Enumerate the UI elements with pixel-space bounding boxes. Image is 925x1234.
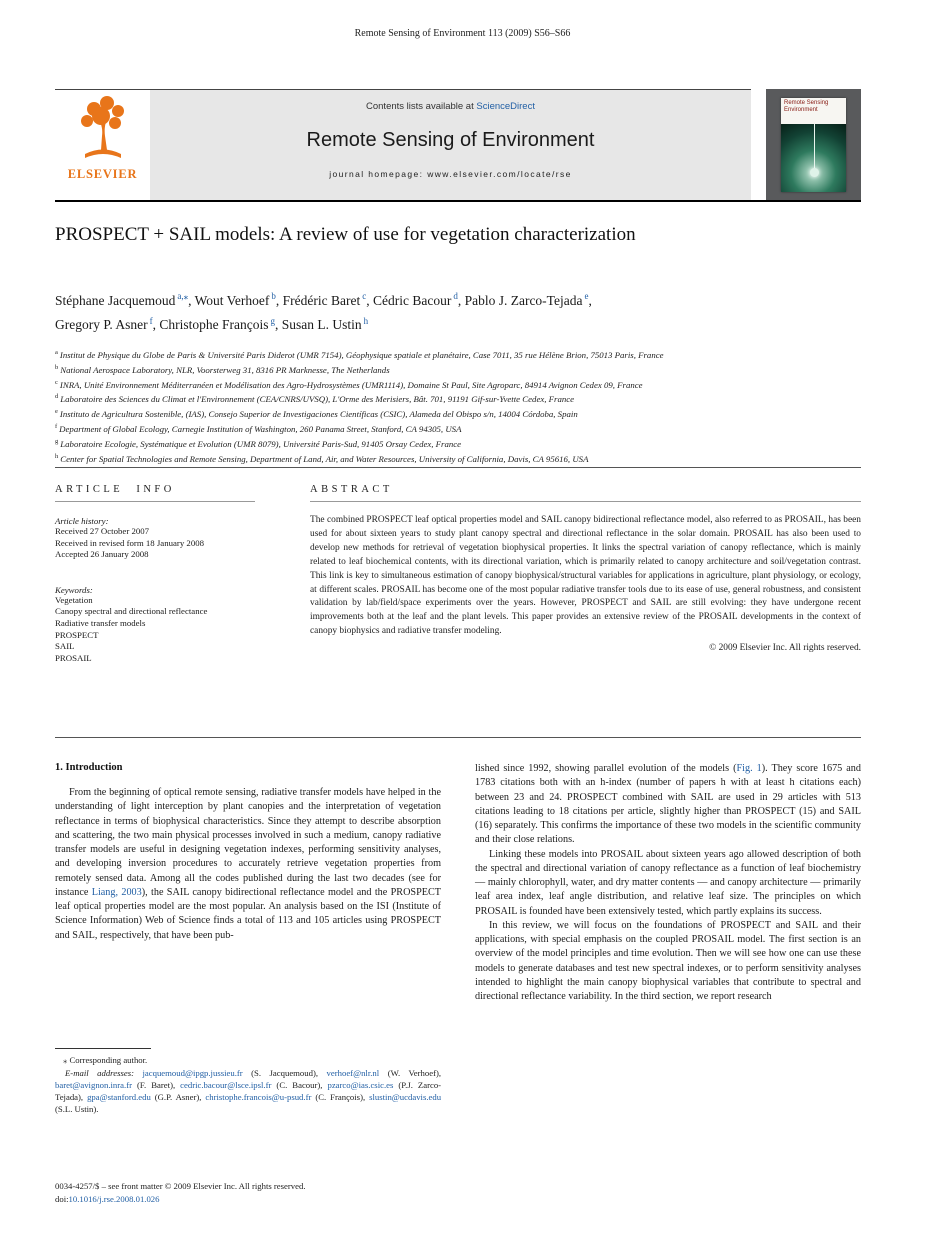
- affiliation: [55, 347, 861, 362]
- email-addresses-label: E-mail addresses:: [65, 1067, 134, 1078]
- author-affiliation-sup[interactable]: g: [270, 315, 275, 326]
- affiliation: [55, 391, 861, 406]
- masthead-center: [150, 90, 751, 200]
- email-link[interactable]: pzarco@ias.csic.es: [327, 1079, 394, 1090]
- contents-line-prefix: Contents lists available at: [366, 101, 477, 112]
- article-info-heading-rule: [55, 501, 255, 502]
- affiliation-text: Institut de Physique du Globe de Paris & Université Paris Diderot (UMR 7154), Géophysique spatiale et planétaire, Case 7011, 35 rue Hélène Brion, 75013 Paris, France: [59, 349, 664, 360]
- affiliation-text: Laboratoire des Sciences du Climat et l'Environnement (CEA/CNRS/UVSQ), L'Orme des Merisiers, Bât. 701, 91191 Gif-sur-Yvette Cedex, France: [60, 394, 575, 405]
- email-link[interactable]: christophe.francois@u-psud.fr: [205, 1091, 312, 1102]
- author-separator: ,: [457, 292, 465, 308]
- contents-line: [150, 101, 751, 112]
- history-line: Received 27 October 2007: [55, 526, 150, 536]
- keyword: Canopy spectral and directional reflectance: [55, 606, 208, 617]
- author: [195, 293, 283, 308]
- masthead: [55, 89, 861, 200]
- doi-prefix: doi:: [55, 1193, 69, 1204]
- paragraph-text: lished since 1992, showing parallel evolution of the models (: [475, 763, 737, 774]
- email-owner: (F. Baret),: [137, 1079, 176, 1090]
- keyword: Radiative transfer models: [55, 617, 146, 628]
- affiliation-text: Center for Spatial Technologies and Remote Sensing, Department of Land, Air, and Water Resources, University of California, Davis, CA 95616, USA: [60, 453, 589, 464]
- doi-line: [55, 1193, 306, 1206]
- affiliation-text: Department of Global Ecology, Carnegie Institution of Washington, 260 Panama Street, Stanford, CA 94305, USA: [59, 424, 462, 435]
- affiliation: [55, 406, 861, 421]
- journal-homepage-link[interactable]: journal homepage: www.elsevier.com/locate/rse: [329, 169, 572, 179]
- keyword: Vegetation: [55, 594, 93, 605]
- author-affiliation-sup[interactable]: b: [271, 291, 276, 301]
- journal-title: Remote Sensing of Environment: [306, 129, 595, 151]
- copyright-line: © 2009 Elsevier Inc. All rights reserved.: [709, 643, 861, 654]
- affiliation-sup: b: [55, 363, 59, 371]
- affiliation-sup: d: [55, 393, 59, 401]
- elsevier-tree-icon: [55, 94, 150, 166]
- intro-paragraph-1: [55, 786, 441, 943]
- author: [282, 317, 368, 332]
- email-link[interactable]: slustin@ucdavis.edu: [369, 1091, 442, 1102]
- elsevier-wordmark: ELSEVIER: [67, 167, 138, 181]
- pendulum-line-icon: [814, 124, 815, 170]
- affiliation-sup: c: [55, 378, 58, 386]
- author-name: Susan L. Ustin: [281, 317, 362, 332]
- affiliation: [55, 377, 861, 392]
- email-link[interactable]: cedric.bacour@lsce.ipsl.fr: [180, 1079, 272, 1090]
- sciencedirect-link[interactable]: ScienceDirect: [476, 101, 535, 112]
- cover-title-line1: Remote Sensing: [784, 100, 829, 106]
- author-affiliation-sup[interactable]: e: [584, 291, 589, 301]
- abstract-heading-rule: [310, 501, 861, 502]
- abstract-column: [310, 484, 861, 653]
- intro-paragraph-3: In this review, we will focus on the foundations of PROSPECT and SAIL and their applications, with special emphasis on the coupled PROSAIL model. The first section is an overview of the model principles and time evolution. Then we will see how one can use these models to generate databases and test new spectral indexes, or to perform sensitivity analyses intended to highlight the main canopy biophysical variables that contribute to spectral and directional reflectance variability. In the third section, we report research: [475, 919, 861, 1002]
- paragraph-text: ), the SAIL canopy bidirectional reflectance model and the PROSPECT leaf optical properties model are the most popular. An analysis based on the ISI (Institute of Science Information) Web of Science finds a total of 113 and 105 articles using PROSPECT and SAIL, respectively, that have been pub-: [55, 886, 441, 941]
- abstract-text: The combined PROSPECT leaf optical properties model and SAIL canopy bidirectional reflectance model, also referred to as PROSAIL, has been used for about sixteen years to study plant canopy spectral and directional reflectance in the solar domain. PROSAIL has also been used to develop new methods for retrieval of vegetation biophysical properties. It links the spectral variation of canopy reflectance, which is mainly related to leaf biochemical contents, with its directional variation, which is primarily related to canopy architecture and soil/vegetation contrast. This link is key to simultaneous estimation of canopy biophysical/structural variables for applications in agriculture, plant physiology, or ecology, at different scales. PROSAIL has become one of the most popular radiative transfer tools due to its ease of use, general robustness, and consistent validation by lab/field/space experiments over the years. However, PROSPECT and SAIL are still evolving: they have undergone recent improvements both at the leaf and the plant levels. This paper provides an extensive review of the PROSAIL developments in the context of canopy biophysics and radiative transfer modeling.: [310, 515, 861, 637]
- author: [55, 317, 159, 332]
- email-owner: (W. Verhoef),: [387, 1067, 442, 1078]
- affiliation: [55, 362, 861, 377]
- running-head: Remote Sensing of Environment 113 (2009) S56–S66: [354, 28, 571, 39]
- info-section-bottom-rule: [55, 737, 861, 738]
- paragraph-text: From the beginning of optical remote sensing, radiative transfer models have helped in the understanding of light interception by plant canopies and the interpretation of vegetation reflectance in terms of biophysical characteristics. Since they attempt to describe absorption and scattering, the two main physical processes involved in such a medium, canopy radiative transfer models are useful in designing vegetation indexes, performing sensitivity analyses, and developing inversion procedures to accurately retrieve vegetation properties from remotely sensed data. Among all the codes published during the last two decades (see for instance: [55, 787, 441, 898]
- article-info-heading: ARTICLE INFO: [55, 484, 175, 495]
- body-right-column: [475, 762, 861, 1004]
- author-separator: ,: [275, 292, 283, 308]
- info-section-top-rule: [55, 467, 861, 468]
- email-link[interactable]: verhoef@nlr.nl: [326, 1067, 380, 1078]
- issn-copyright-line: 0034-4257/$ – see front matter © 2009 Elsevier Inc. All rights reserved.: [55, 1181, 306, 1191]
- author-affiliation-sup[interactable]: f: [149, 315, 153, 326]
- cover-title-line2: Environment: [784, 107, 818, 113]
- author-name: Wout Verhoef: [194, 292, 270, 308]
- author-name: Christophe François: [159, 317, 269, 332]
- email-owner: (C. François),: [315, 1091, 366, 1102]
- footnote-rule: [55, 1048, 151, 1049]
- email-link[interactable]: baret@avignon.inra.fr: [55, 1079, 132, 1090]
- author-name: Frédéric Baret: [282, 292, 361, 308]
- affiliation: [55, 421, 861, 436]
- author-separator: ,: [188, 292, 195, 308]
- affiliation-text: INRA, Unité Environnement Méditerranéen et Modélisation des Agro-Hydrosystèmes (UMR1114), Domaine St Paul, Site Agroparc, 84914 Avignon Cedex 09, France: [59, 379, 643, 390]
- affiliation-sup: h: [55, 452, 59, 460]
- author-affiliation-sup[interactable]: h: [363, 315, 369, 326]
- intro-paragraph-1-continued: [475, 762, 861, 848]
- affiliation-text: Instituto de Agricultura Sostenible, (IAS), Consejo Superior de Investigaciones Científicas (CSIC), Alameda del Obispo s/n, 14004 Córdoba, Spain: [59, 409, 578, 420]
- email-addresses: [55, 1068, 441, 1116]
- keyword: SAIL: [55, 641, 75, 652]
- author-separator: ,: [152, 317, 160, 332]
- author-name: Cédric Bacour: [372, 292, 452, 308]
- author: [159, 317, 281, 332]
- email-link[interactable]: gpa@stanford.edu: [87, 1091, 151, 1102]
- author: [55, 293, 195, 308]
- email-owner: (P.J. Zarco-Tejada),: [55, 1079, 442, 1102]
- email-owner: (C. Bacour),: [276, 1079, 323, 1090]
- history-line: Accepted 26 January 2008: [55, 549, 149, 560]
- author-name: Stéphane Jacquemoud: [55, 292, 176, 308]
- author-affiliation-sup[interactable]: a,⁎: [177, 291, 189, 301]
- article-info-column: [55, 484, 255, 664]
- author-separator: ,: [366, 292, 373, 308]
- cover-title: [781, 98, 846, 124]
- cover-pendulum-art: [781, 124, 846, 192]
- email-link[interactable]: jacquemoud@ipgp.jussieu.fr: [142, 1067, 243, 1078]
- affiliation-list: [55, 347, 861, 466]
- affiliation-sup: a: [55, 349, 58, 356]
- affiliation: [55, 451, 861, 466]
- author-name: Gregory P. Asner: [55, 317, 148, 332]
- author-affiliation-sup[interactable]: d: [453, 291, 458, 301]
- keywords-label: Keywords:: [55, 584, 93, 595]
- author-separator: ,: [275, 317, 282, 332]
- article-history-label: Article history:: [55, 516, 109, 526]
- masthead-bottom-rule: [55, 200, 861, 202]
- author-list: [55, 286, 861, 335]
- email-owner: (G.P. Asner),: [154, 1091, 202, 1102]
- affiliation-text: Laboratoire Ecologie, Systématique et Evolution (UMR 8079), Université Paris-Sud, 91405 Orsay Cedex, France: [60, 438, 462, 449]
- affiliation: [55, 436, 861, 451]
- author-separator: ,: [588, 292, 592, 308]
- article-title: PROSPECT + SAIL models: A review of use for vegetation characterization: [55, 224, 636, 245]
- bottom-matter: [55, 1180, 306, 1205]
- journal-cover-art: [781, 98, 846, 192]
- author-name: Pablo J. Zarco-Tejada: [464, 292, 583, 308]
- abstract-heading: ABSTRACT: [310, 484, 393, 495]
- email-owner: (S.L. Ustin).: [55, 1103, 99, 1114]
- citation-link-liang-2003[interactable]: Liang, 2003: [91, 886, 142, 898]
- history-line: Received in revised form 18 January 2008: [55, 537, 205, 548]
- email-owner: (S. Jacquemoud),: [251, 1067, 319, 1078]
- affiliation-sup: g: [55, 437, 59, 445]
- author: [283, 293, 373, 308]
- keyword: PROSAIL: [55, 652, 92, 663]
- doi-link[interactable]: 10.1016/j.rse.2008.01.026: [68, 1193, 160, 1204]
- elsevier-logo: [55, 90, 150, 200]
- body-left-column: [55, 762, 441, 943]
- affiliation-sup: e: [55, 408, 58, 416]
- journal-cover-thumbnail: [766, 89, 861, 201]
- author: [465, 293, 592, 308]
- author-affiliation-sup[interactable]: c: [362, 291, 367, 301]
- keyword: PROSPECT: [55, 629, 99, 640]
- affiliation-sup: f: [55, 423, 58, 431]
- author: [373, 293, 465, 308]
- affiliation-text: National Aerospace Laboratory, NLR, Voorsterweg 31, 8316 PR Marknesse, The Netherlands: [60, 364, 390, 375]
- section-heading-introduction: 1. Introduction: [55, 762, 123, 773]
- intro-paragraph-2: Linking these models into PROSAIL about sixteen years ago allowed description of both the spectral and directional variation of canopy reflectance as a function of leaf biochemistry — mainly chlorophyll, water, and dry matter contents — and canopy architecture — primarily leaf area index, leaf angle distribution, and relative leaf size. The principles on which PROSAIL is founded have been extensively tested, which partly explains its success.: [475, 848, 861, 917]
- paragraph-text: ). They score 1675 and 1783 citations both with an h-index (number of papers h with at least h citations each) between 23 and 24. PROSPECT combined with SAIL are used in 29 articles with 513 citations leading to 18 citations per article, slightly higher than PROSPECT (15) and SAIL (16) separately. This confirms the importance of these two models in the scientific community and their close relations.: [475, 763, 861, 846]
- footnote-block: [55, 1048, 441, 1116]
- corresponding-author-note: ⁎ Corresponding author.: [63, 1055, 148, 1065]
- figure-1-link[interactable]: Fig. 1: [736, 763, 762, 774]
- pendulum-bob-icon: [810, 168, 819, 177]
